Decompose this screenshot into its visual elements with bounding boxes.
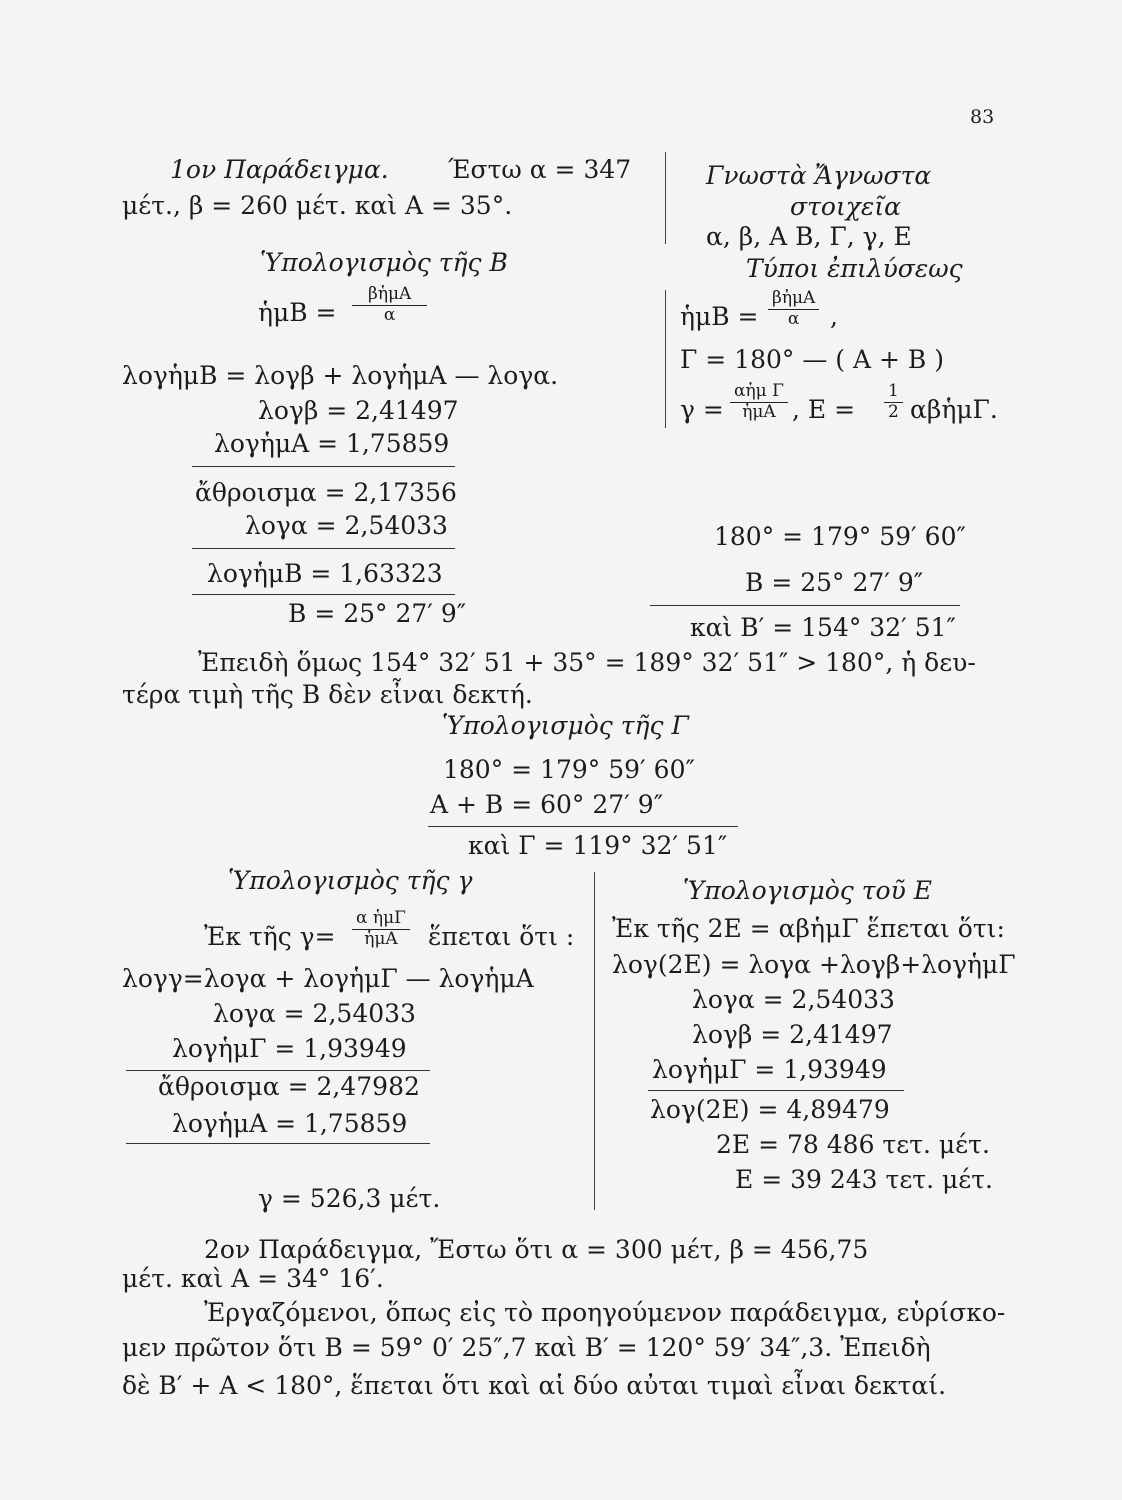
calc-E-log-equation: λογ(2Ε) = λογα +λογβ+λογἡμΓ: [612, 950, 1016, 979]
calc-G-line1: 180° = 179° 59′ 60″: [443, 755, 695, 784]
since-line2: τέρα τιμὴ τῆς Β δὲν εἶναι δεκτή.: [122, 680, 533, 709]
calc-E-loga: λογα = 2,54033: [692, 985, 895, 1014]
calc-B-rule-3: [192, 594, 455, 595]
calc-B-logb: λογβ = 2,41497: [258, 396, 459, 425]
calc-E-loghmG: λογἡμΓ = 1,93949: [652, 1055, 887, 1084]
calc-E-title: Ὑπολογισμὸς τοῦ Ε: [683, 876, 932, 905]
calc-g-rule-1: [126, 1070, 430, 1071]
calc-B-loghmB: λογἡμΒ = 1,63323: [207, 559, 443, 588]
calc-g-denominator: ἡμΑ: [364, 928, 398, 949]
calc-g-title: Ὑπολογισμὸς τῆς γ: [228, 866, 473, 895]
right-B-rule: [650, 605, 960, 606]
table-header: Γνωστὰ Ἄγνωστα: [706, 161, 932, 190]
calc-B-title: Ὑπολογισμὸς τῆς Β: [260, 248, 508, 277]
formula-side-numerator: αἡμ Γ: [730, 383, 788, 403]
calc-B-loghmA: λογἡμΑ = 1,75859: [214, 429, 450, 458]
calc-B-denominator: α: [383, 304, 396, 325]
calc-g-rule-2: [126, 1143, 430, 1144]
calc-g-loghmG: λογἡμΓ = 1,93949: [172, 1034, 407, 1063]
table-header-2: στοιχεῖα: [790, 192, 901, 221]
calc-g-from-post: ἕπεται ὅτι :: [428, 922, 575, 951]
formula-side-fraction: [730, 383, 788, 422]
calc-g-loghmA: λογἡμΑ = 1,75859: [172, 1109, 408, 1138]
calc-g-loga: λογα = 2,54033: [213, 999, 416, 1028]
calc-g-numerator: α ἡμΓ: [352, 910, 410, 930]
calc-g-fraction: [352, 910, 410, 949]
calc-E-logb: λογβ = 2,41497: [692, 1020, 893, 1049]
formula-sinB-numerator: βἡμΑ: [768, 290, 819, 310]
right-B-line2: Β = 25° 27′ 9″: [745, 568, 924, 597]
formula-sinB-fraction: [768, 290, 819, 329]
formula-half-fraction: [884, 383, 903, 422]
table-divider-top: [665, 152, 666, 244]
formula-sinB-denominator: α: [787, 308, 800, 329]
example1-heading: 1ον Παράδειγμα.: [170, 155, 389, 184]
calc-B-sum: ἄθροισμα = 2,17356: [195, 478, 457, 507]
example1-given-line2: μέτ., β = 260 μέτ. καὶ Α = 35°.: [122, 191, 513, 220]
calc-E-twoE: 2Ε = 78 486 τετ. μέτ.: [716, 1130, 990, 1159]
page-number: 83: [970, 106, 995, 128]
calc-B-rule-2: [192, 548, 455, 549]
formula-side-lhs: γ =: [680, 395, 724, 424]
calc-g-log-equation: λογγ=λογα + λογἡμΓ — λογἡμΑ: [122, 964, 534, 993]
formula-area-tail: αβἡμΓ.: [910, 395, 998, 424]
formula-sinB-tail: ,: [830, 302, 838, 331]
calc-E-from: Ἐκ τῆς 2Ε = αβἡμΓ ἕπεται ὅτι:: [612, 914, 1005, 943]
formula-sinB-lhs: ἡμΒ =: [680, 302, 759, 331]
formula-gamma-angle: Γ = 180° — ( Α + Β ): [680, 345, 944, 374]
calc-E-log2E: λογ(2Ε) = 4,89479: [650, 1095, 890, 1124]
example2-paragraph-line1: Ἐργαζόμενοι, ὅπως εἰς τὸ προηγούμενον παράδειγμα, εὑρίσκο-: [204, 1298, 1006, 1327]
calc-E-result: Ε = 39 243 τετ. μέτ.: [735, 1165, 993, 1194]
calc-G-title: Ὑπολογισμὸς τῆς Γ: [442, 711, 689, 740]
calc-E-rule: [648, 1090, 904, 1091]
since-line1: Ἐπειδὴ ὅμως 154° 32′ 51 + 35° = 189° 32′ 51″ > 180°, ἡ δευ-: [198, 648, 976, 677]
calc-B-fraction: [352, 286, 427, 325]
calc-G-rule: [428, 826, 738, 827]
calc-G-result: καὶ Γ = 119° 32′ 51″: [468, 831, 728, 860]
calc-g-from-pre: Ἐκ τῆς γ=: [204, 922, 336, 951]
formulas-title: Τύποι ἐπιλύσεως: [746, 254, 963, 283]
calc-g-sum: ἄθροισμα = 2,47982: [158, 1072, 420, 1101]
calc-B-numerator: βἡμΑ: [352, 286, 427, 306]
lower-column-divider: [594, 872, 595, 1210]
formula-area-lhs: , Ε =: [792, 395, 856, 424]
calc-B-loga: λογα = 2,54033: [245, 511, 448, 540]
right-B-result: καὶ Β′ = 154° 32′ 51″: [690, 613, 956, 642]
formula-half-denominator: 2: [888, 401, 899, 422]
table-divider-bottom: [665, 290, 666, 428]
example2-paragraph-line2: μεν πρῶτον ὅτι Β = 59° 0′ 25″,7 καὶ Β′ = 120° 59′ 34″,3. Ἐπειδὴ: [122, 1333, 931, 1362]
example1-given-line1: Έστω α = 347: [448, 155, 632, 184]
example2-line2: μέτ. καὶ Α = 34° 16′.: [122, 1264, 384, 1293]
formula-side-denominator: ἡμΑ: [742, 401, 776, 422]
calc-B-log-equation: λογἡμΒ = λογβ + λογἡμΑ — λογα.: [122, 361, 559, 390]
calc-B-rule-1: [192, 466, 455, 467]
calc-B-result: Β = 25° 27′ 9″: [288, 599, 467, 628]
calc-B-formula-lhs: ἡμΒ =: [258, 298, 337, 327]
example2-paragraph-line3: δὲ Β′ + Α < 180°, ἕπεται ὅτι καὶ αἱ δύο αὐται τιμαὶ εἶναι δεκταί.: [122, 1371, 947, 1400]
example2-line1: 2ον Παράδειγμα, Ἔστω ὅτι α = 300 μέτ, β = 456,75: [204, 1235, 869, 1264]
formula-half-numerator: 1: [884, 383, 903, 403]
table-row: α, β, Α Β, Γ, γ, Ε: [706, 222, 912, 251]
calc-G-line2: Α + Β = 60° 27′ 9″: [430, 790, 664, 819]
right-B-line1: 180° = 179° 59′ 60″: [714, 522, 966, 551]
calc-g-result: γ = 526,3 μέτ.: [258, 1184, 441, 1213]
